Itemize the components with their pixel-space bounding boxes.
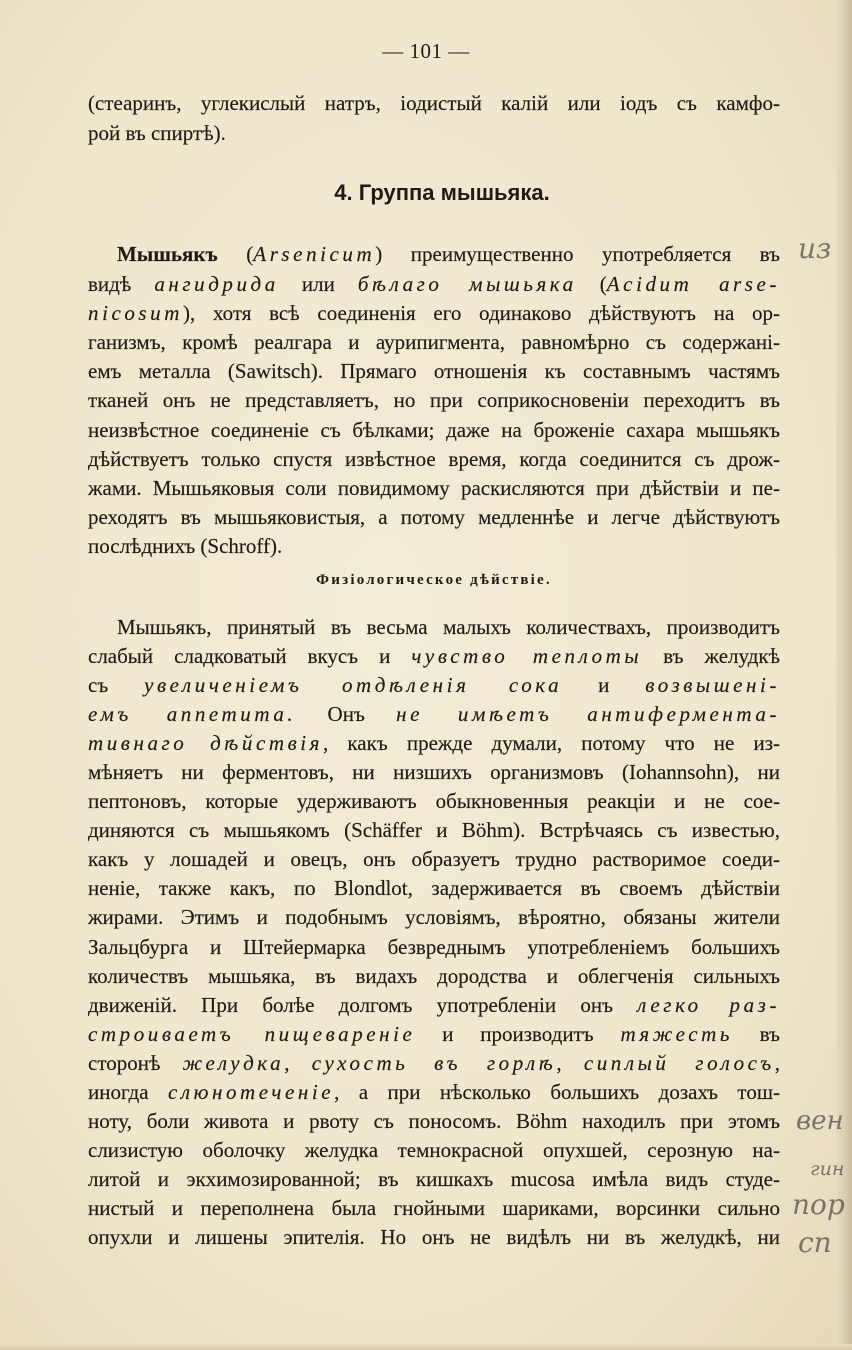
text-line	[88, 671, 780, 700]
spaced-italic-text: ангидрида	[154, 271, 279, 296]
spaced-italic-text: Arsenicum	[253, 242, 376, 267]
spaced-italic-text: увеличеніемъ отдѣленія сока	[144, 672, 563, 697]
spaced-italic-text: легко раз-	[637, 992, 781, 1017]
handwritten-margin-notes	[788, 0, 852, 1350]
text-run: неніе, также какъ, по Blondlot, задерживается въ своемъ дѣйствіи	[88, 876, 780, 901]
text-line	[88, 328, 780, 357]
text-run: диняются съ мышьякомъ (Schäffer и Böhm). Встрѣчаясь съ известью,	[88, 818, 780, 843]
text-line	[88, 903, 780, 932]
text-run: или	[278, 271, 358, 296]
margin-note: вен	[796, 1106, 844, 1136]
text-run: мѣняетъ ни ферментовъ, ни низшихъ организмовъ (Iohannsohn), ни	[88, 759, 780, 784]
text-run: пептоновъ, которые удерживаютъ обыкновенныя реакціи и не сое-	[88, 789, 780, 814]
text-run: какъ у лошадей и овецъ, онъ образуетъ трудно растворимое соеди-	[88, 847, 780, 872]
text-line	[88, 1078, 780, 1107]
continued-paragraph	[88, 88, 780, 148]
text-run: сторонѣ	[88, 1050, 183, 1075]
text-run: въ желудкѣ	[642, 643, 780, 668]
text-line	[88, 845, 780, 874]
paragraph-physiological-action	[88, 613, 780, 1253]
text-line	[88, 118, 780, 148]
spaced-italic-text: тивнаго дѣйствія	[88, 730, 323, 755]
text-run: рой въ спиртѣ).	[88, 121, 226, 145]
paragraph-arsenic-intro	[88, 240, 780, 561]
text-line	[88, 416, 780, 445]
text-run: иногда	[88, 1080, 168, 1104]
spaced-italic-text: чувство теплоты	[411, 643, 643, 668]
spaced-italic-text: желудка	[182, 1050, 285, 1075]
text-line	[88, 445, 780, 474]
text-run: емъ металла (Sawitsch). Прямаго отношенія къ составнымъ частямъ	[88, 359, 780, 384]
spaced-italic-text: емъ аппетита.	[88, 701, 297, 726]
text-run: , а при нѣсколько большихъ дозахъ тош-	[334, 1080, 780, 1104]
text-run: и производитъ	[415, 1021, 621, 1046]
text-run: слабый сладковатый вкусъ и	[88, 643, 412, 668]
subsection-heading: Физіологическое дѣйствіе.	[316, 572, 552, 588]
text-line	[88, 787, 780, 816]
spaced-italic-text: nicosum	[88, 300, 183, 325]
text-line	[88, 1049, 780, 1078]
text-line	[88, 1107, 780, 1136]
text-run: нистый и переполнена была гнойными шариками, ворсинки сильно	[88, 1196, 780, 1221]
page-bottom-edge	[0, 1344, 852, 1350]
spaced-italic-text: тяжесть	[620, 1021, 733, 1046]
page-number: — 101 —	[382, 39, 470, 63]
text-line	[88, 758, 780, 787]
text-run: жами. Мышьяковыя соли повидимому раскисляются при дѣйствіи и пе-	[88, 475, 780, 500]
spaced-italic-text: Acidum arse-	[606, 271, 780, 296]
text-run: и	[562, 672, 646, 697]
text-run: ,	[556, 1050, 584, 1075]
text-run: тканей онъ не представляетъ, но при соприкосновеніи переходитъ въ	[88, 388, 780, 413]
text-run: ноту, боли живота и рвоту съ поносомъ. Böhm находилъ при этомъ	[88, 1109, 780, 1134]
text-run: ,	[774, 1050, 781, 1075]
text-line	[88, 1194, 780, 1223]
text-line	[88, 1136, 780, 1165]
text-line	[88, 613, 780, 642]
text-run: (	[576, 271, 607, 296]
text-run: (	[217, 242, 254, 267]
text-run: (стеаринъ, углекислый натръ, іодистый калій или іодъ съ камфо-	[88, 91, 780, 115]
margin-note: гин	[810, 1158, 845, 1180]
text-line	[88, 642, 780, 671]
text-run: слизистую оболочку желудка темнокрасной опухшей, серозную на-	[88, 1138, 780, 1163]
text-line	[88, 88, 780, 118]
text-run: Мышьякъ, принятый въ весьма малыхъ количествахъ, производитъ	[117, 614, 780, 639]
text-run: Онъ	[296, 701, 397, 726]
text-run: литой и экхимозированной; въ кишкахъ mucosa имѣла видъ студе-	[88, 1167, 780, 1192]
text-run: количествъ мышьяка, въ видахъ дородства и облегченія сильныхъ	[88, 963, 780, 988]
spaced-italic-text: не имѣетъ антифермента-	[396, 701, 780, 726]
text-run: движеній. При болѣе долгомъ употребленіи онъ	[88, 992, 638, 1017]
margin-note: сп	[798, 1226, 832, 1259]
spaced-italic-text: строиваетъ пищевареніе	[88, 1021, 416, 1046]
text-line	[88, 700, 780, 729]
margin-note: из	[798, 232, 832, 265]
text-line	[88, 933, 780, 962]
text-line	[88, 474, 780, 503]
text-run: ганизмъ, кромѣ реалгара и аурипигмента, равномѣрно съ содержані-	[88, 329, 780, 354]
text-line	[88, 503, 780, 532]
text-line	[88, 729, 780, 758]
text-run: съ	[88, 672, 145, 697]
text-line	[88, 1020, 780, 1049]
text-run: опухли и лишены эпителія. Но онъ не видѣлъ ни въ желудкѣ, ни	[88, 1225, 780, 1250]
text-line	[88, 1223, 780, 1252]
text-run: жирами. Этимъ и подобнымъ условіямъ, вѣроятно, обязаны жители	[88, 905, 780, 930]
text-line	[88, 240, 780, 269]
text-run: , какъ прежде думали, потому что не из-	[323, 730, 780, 755]
spaced-italic-text: слюнотеченіе	[167, 1080, 335, 1104]
spaced-italic-text: бѣлаго мышьяка	[357, 271, 577, 296]
text-line	[88, 270, 780, 299]
text-run: реходятъ въ мышьяковистыя, а потому медленнѣе и легче дѣйствуютъ	[88, 505, 780, 530]
text-run: неизвѣстное соединеніе съ бѣлками; даже на броженіе сахара мышьякъ	[88, 417, 780, 442]
text-run: ) преимущественно употребляется въ	[375, 242, 781, 267]
text-line	[88, 991, 780, 1020]
section-heading: 4. Группа мышьяка.	[334, 180, 550, 205]
text-line	[88, 299, 780, 328]
text-run: Зальцбурга и Штейермарка безвреднымъ употребленіемъ большихъ	[88, 934, 780, 959]
text-run: видѣ	[88, 271, 155, 296]
text-run: послѣднихъ (Schroff).	[88, 534, 283, 559]
text-line	[88, 962, 780, 991]
text-run: въ	[732, 1021, 780, 1046]
text-line	[88, 1165, 780, 1194]
spaced-italic-text: сухость въ горлѣ	[311, 1050, 557, 1075]
spaced-italic-text: сиплый голосъ	[583, 1050, 775, 1075]
spaced-italic-text: возвышені-	[645, 672, 780, 697]
text-run: ,	[284, 1050, 312, 1075]
text-line	[88, 386, 780, 415]
text-run: ), хотя всѣ соединенія его одинаково дѣйствуютъ на ор-	[182, 300, 780, 325]
text-run: дѣйствуетъ только спустя извѣстное время, когда соединится съ дрож-	[88, 446, 780, 471]
bold-term: Мышьякъ	[117, 242, 218, 267]
text-line	[88, 532, 780, 561]
text-line	[88, 816, 780, 845]
text-line	[88, 874, 780, 903]
margin-note: пор	[792, 1188, 845, 1221]
text-line	[88, 357, 780, 386]
